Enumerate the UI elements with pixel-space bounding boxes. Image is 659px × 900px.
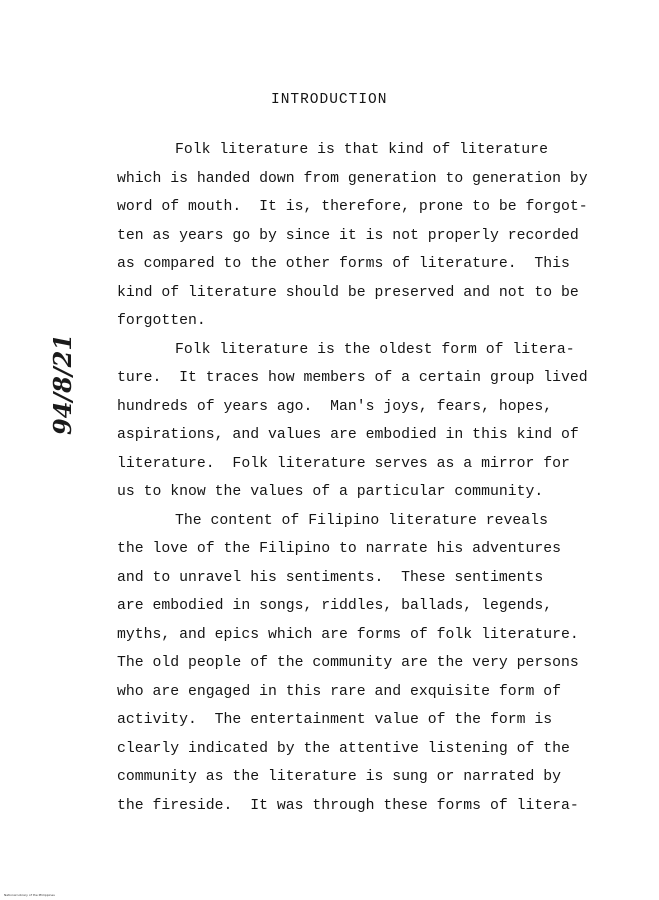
text-line: ten as years go by since it is not properly recorded — [117, 227, 579, 244]
text-line: myths, and epics which are forms of folk literature. — [117, 626, 579, 643]
text-line: The old people of the community are the very persons — [117, 655, 579, 671]
text-line: us to know the values of a particular community. — [117, 484, 544, 500]
handwritten-margin-note: 94/8/21 — [48, 333, 77, 435]
text-line: the love of the Filipino to narrate his adventures — [117, 541, 561, 557]
text-line: hundreds of years ago. Man's joys, fears, hopes, — [117, 398, 553, 415]
text-line: literature. Folk literature serves as a mirror for — [117, 455, 570, 472]
text-line: ture. It traces how members of a certain group lived — [117, 370, 588, 386]
text-line: Folk literature is that kind of literature — [175, 142, 548, 158]
text-line: Folk literature is the oldest form of litera- — [175, 341, 575, 358]
text-line: kind of literature should be preserved and not to be — [117, 284, 579, 301]
text-line: are embodied in songs, riddles, ballads, legends, — [117, 598, 553, 614]
text-line: as compared to the other forms of literature. This — [117, 256, 570, 272]
text-line: activity. The entertainment value of the form is — [117, 712, 553, 728]
footer-note: National Library of the Philippines — [4, 893, 55, 897]
text-line: The content of Filipino literature reveals — [175, 512, 548, 529]
text-line: community as the literature is sung or narrated by — [117, 769, 561, 785]
text-line: and to unravel his sentiments. These sentiments — [117, 569, 544, 586]
text-line: aspirations, and values are embodied in this kind of — [117, 427, 579, 443]
text-line: word of mouth. It is, therefore, prone to be forgot- — [117, 199, 588, 215]
text-line: clearly indicated by the attentive listening of the — [117, 740, 570, 757]
text-line: forgotten. — [117, 313, 206, 329]
page-heading: INTRODUCTION — [271, 92, 388, 108]
text-line: who are engaged in this rare and exquisite form of — [117, 683, 561, 700]
text-line: the fireside. It was through these forms of litera- — [117, 797, 579, 814]
body-text — [117, 136, 597, 820]
text-line: which is handed down from generation to generation by — [117, 170, 588, 187]
